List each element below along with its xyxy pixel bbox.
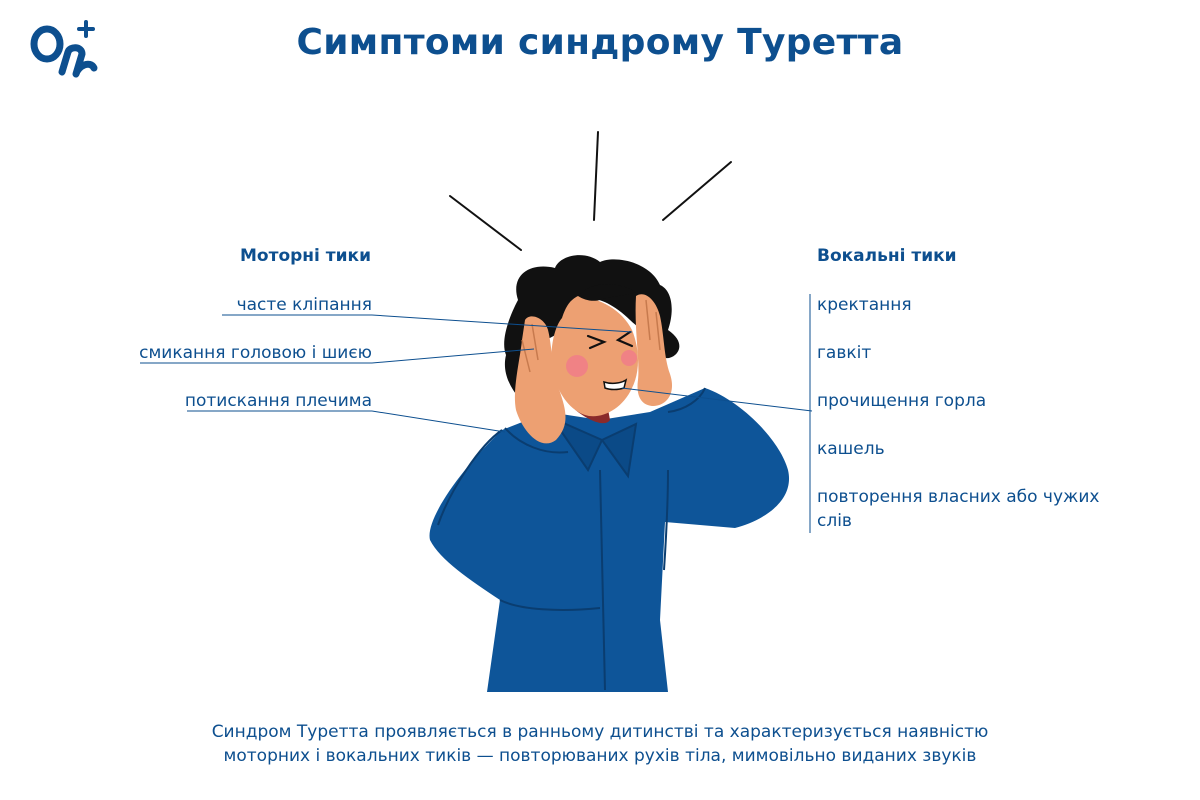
vocal-tic-item: кректання xyxy=(817,295,912,315)
page-title: Симптоми синдрому Туретта xyxy=(296,22,904,63)
motor-tic-item: потискання плечима xyxy=(184,391,372,411)
vocal-tics-heading: Вокальні тики xyxy=(817,246,957,266)
shirt xyxy=(430,388,790,692)
caption xyxy=(0,720,1200,768)
caption-line: Синдром Туретта проявляється в ранньому дитинстві та характеризується наявністю xyxy=(211,722,989,742)
stress-lines xyxy=(450,132,731,250)
motor-tic-item: часте кліпання xyxy=(236,295,372,315)
motor-tic-item: смикання головою і шиєю xyxy=(139,343,372,363)
vocal-tic-item: прочищення горла xyxy=(817,391,987,411)
vocal-tic-item: повторення власних або чужих слів xyxy=(817,487,1100,531)
motor-tics-heading: Моторні тики xyxy=(240,246,372,266)
caption-line: моторних і вокальних тиків — повторюваних рухів тіла, мимовільно виданих звуків xyxy=(223,746,977,766)
vocal-tic-item: гавкіт xyxy=(817,343,872,363)
vocal-tic-item: кашель xyxy=(817,439,885,459)
